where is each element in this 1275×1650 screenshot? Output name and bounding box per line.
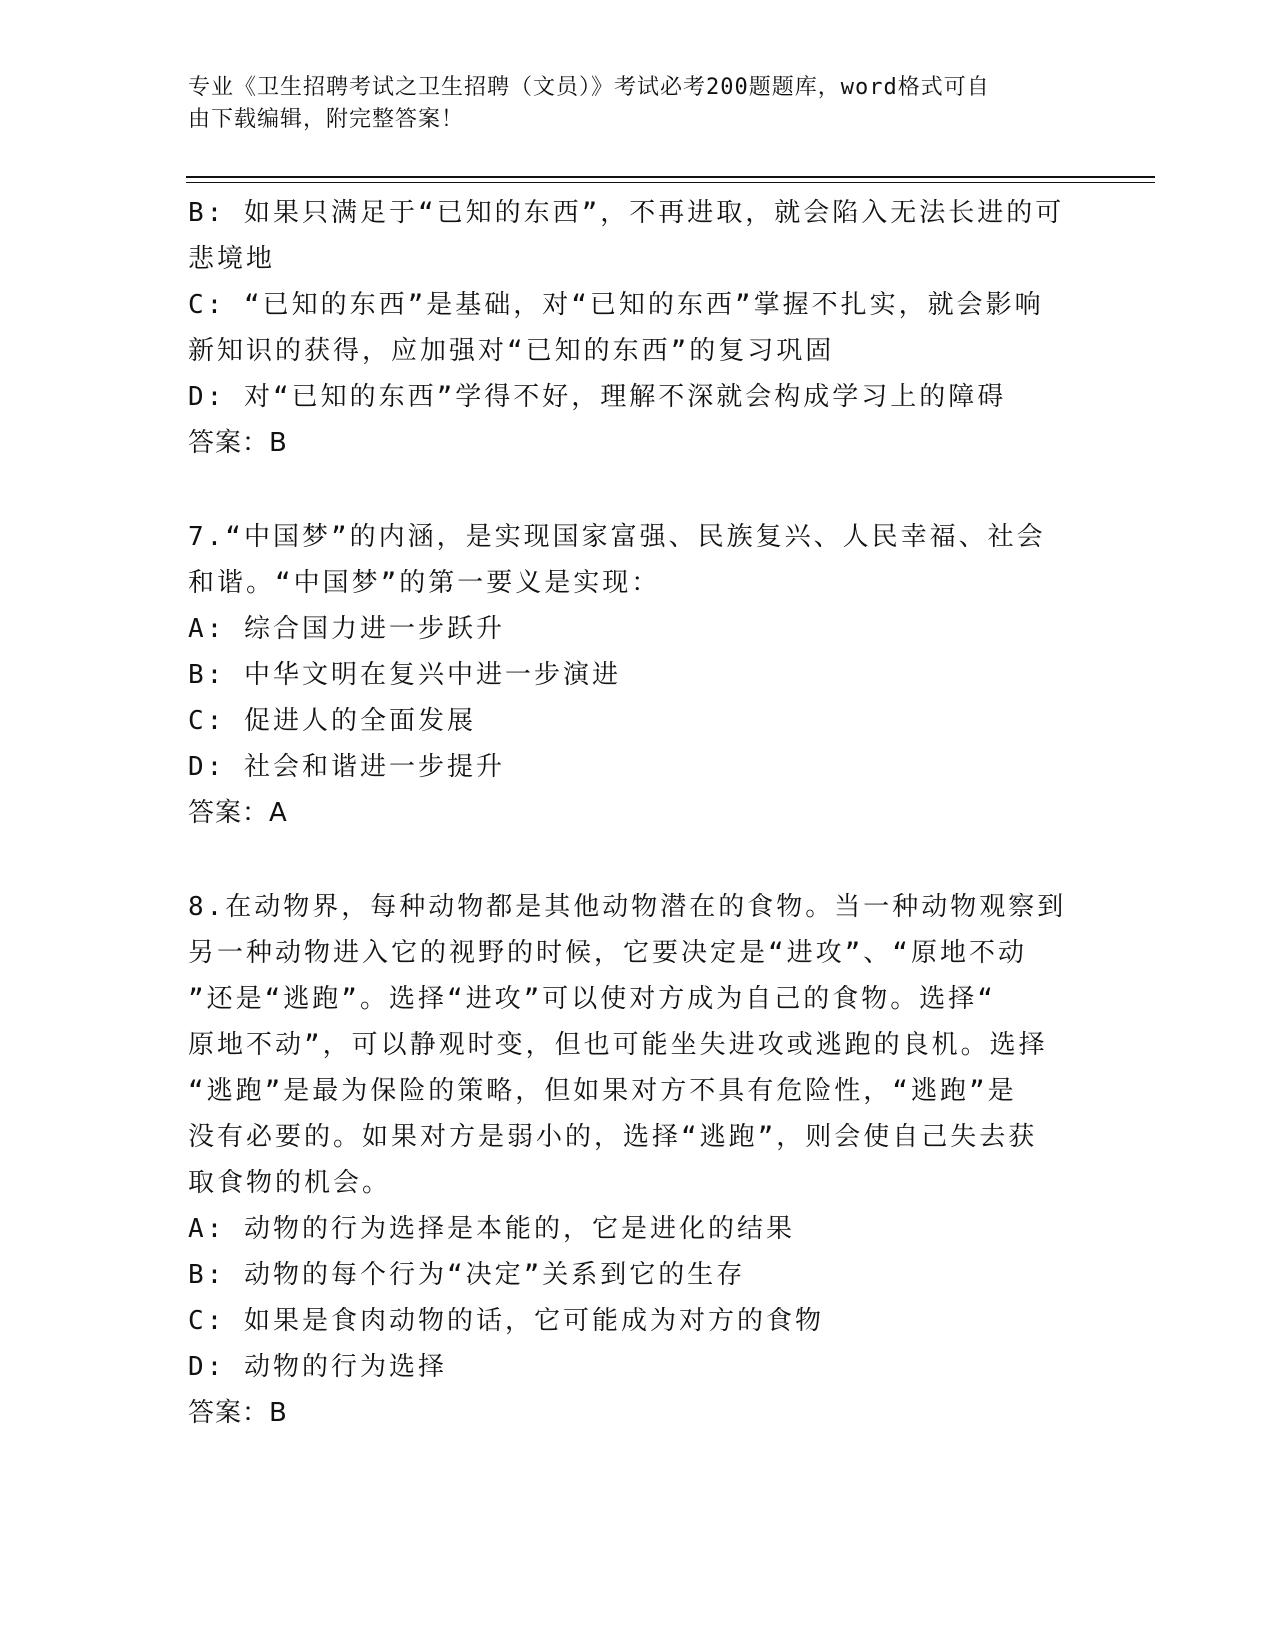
question-stem-line-1: 7.“中国梦”的内涵，是实现国家富强、民族复兴、人民幸福、社会	[188, 522, 1046, 552]
option-c: C: 如果是食肉动物的话，它可能成为对方的食物	[188, 1306, 824, 1336]
question-8	[188, 884, 1068, 1436]
header-line-1: 专业《卫生招聘考试之卫生招聘（文员）》考试必考200题题库，word格式可自	[188, 75, 990, 100]
question-6-tail	[188, 190, 1068, 466]
spacer	[188, 466, 1068, 514]
question-stem-line-7: 取食物的机会。	[188, 1168, 392, 1198]
option-a: A: 综合国力进一步跃升	[188, 614, 505, 644]
spacer	[188, 836, 1068, 884]
question-stem-line-4: 原地不动”，可以静观时变，但也可能坐失进攻或逃跑的良机。选择	[188, 1030, 1048, 1060]
question-stem-line-3: ”还是“逃跑”。选择“进攻”可以使对方成为自己的食物。选择“	[188, 984, 996, 1014]
document-body	[188, 190, 1068, 1436]
option-d: D: 对“已知的东西”学得不好，理解不深就会构成学习上的障碍	[188, 382, 1007, 412]
answer: 答案：B	[188, 428, 288, 458]
header-rule-thin	[186, 182, 1155, 183]
header-line-2: 由下载编辑，附完整答案！	[188, 107, 465, 132]
question-stem-line-1: 8.在动物界，每种动物都是其他动物潜在的食物。当一种动物观察到	[188, 892, 1067, 922]
question-stem-line-5: “逃跑”是最为保险的策略，但如果对方不具有危险性，“逃跑”是	[188, 1076, 1017, 1106]
option-b-line-1: B: 如果只满足于“已知的东西”，不再进取，就会陷入无法长进的可	[188, 198, 1065, 228]
option-c: C: 促进人的全面发展	[188, 706, 476, 736]
option-d: D: 动物的行为选择	[188, 1352, 447, 1382]
question-7	[188, 514, 1068, 836]
document-header	[188, 72, 1068, 136]
option-c-line-1: C: “已知的东西”是基础，对“已知的东西”掌握不扎实，就会影响	[188, 290, 1044, 320]
option-b: B: 动物的每个行为“决定”关系到它的生存	[188, 1260, 746, 1290]
answer: 答案：A	[188, 798, 288, 828]
option-d: D: 社会和谐进一步提升	[188, 752, 505, 782]
question-stem-line-6: 没有必要的。如果对方是弱小的，选择“逃跑”，则会使自己失去获	[188, 1122, 1038, 1152]
option-c-line-2: 新知识的获得，应加强对“已知的东西”的复习巩固	[188, 336, 835, 366]
question-stem-line-2: 和谐。“中国梦”的第一要义是实现：	[188, 568, 661, 598]
option-a: A: 动物的行为选择是本能的，它是进化的结果	[188, 1214, 795, 1244]
answer: 答案：B	[188, 1398, 288, 1428]
question-stem-line-2: 另一种动物进入它的视野的时候，它要决定是“进攻”、“原地不动	[188, 938, 1027, 968]
option-b: B: 中华文明在复兴中进一步演进	[188, 660, 621, 690]
option-b-line-2: 悲境地	[188, 244, 276, 274]
header-rule-thick	[186, 176, 1155, 178]
